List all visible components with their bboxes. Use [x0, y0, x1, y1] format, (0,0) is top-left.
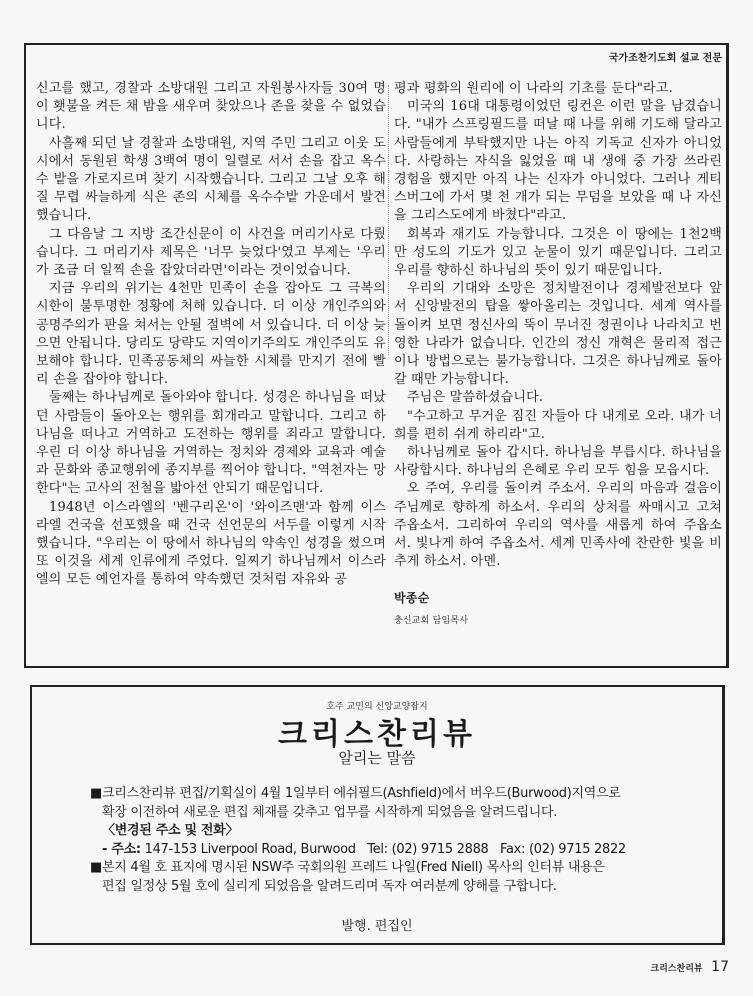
left-column: [36, 80, 386, 590]
square-bullet-icon: ■: [90, 860, 102, 875]
contact-line: [90, 841, 710, 860]
paragraph: 지금 우리의 위기는 4천만 민족이 손을 잡아도 그 극복의 시한이 불투명한 정황에 처해 있습니다. 더 이상 개인주의와 공명주의가 판을 쳐서는 안될 절벽에 서 있습니다. 더 이상 늦으면 안됩니다. 당리도 당략도 지역이기주의도 개인주의도 유보해야 합니다. 민족공동체의 싸늘한 시체를 만지기 전에 빨리 손을 잡아야 합니다.: [36, 281, 386, 388]
fax-label: Fax:: [500, 841, 526, 857]
author-name: 박종순: [394, 591, 430, 606]
paragraph: 신고를 했고, 경찰과 소방대원 그리고 자원봉사자들 30여 명이 횃불을 켜든 채 밤을 새우며 찾았으나 존을 찾을 수 없었습니다.: [36, 81, 386, 133]
notice-title: 알리는 말씀: [338, 749, 416, 767]
paragraph: 하나님께로 돌아 갑시다. 하나님을 부릅시다. 하나님을 사랑합시다. 하나님의 은혜로 우리 모두 힘을 모읍시다.: [394, 445, 722, 479]
author-title: 충신교회 담임목사: [394, 615, 469, 626]
sermon-article-box: [24, 43, 729, 668]
page-number: 17: [711, 959, 729, 975]
paragraph: 회복과 재기도 가능합니다. 그것은 이 땅에는 1천2백만 성도의 기도가 있고 눈물이 있기 때문입니다. 그리고 우리를 향하신 하나님의 뜻이 있기 때문입니다.: [394, 226, 722, 279]
tel-label: Tel:: [367, 841, 388, 857]
square-bullet-icon: ■: [90, 786, 102, 801]
paragraph: 둘째는 하나님께로 돌아와야 합니다. 성경은 하나님을 떠났던 사람들이 돌아오는 행위를 회개라고 말합니다. 그리고 하나님을 떠나고 거역하고 도전하는 행위를 죄라고 말합니다. 우린 더 이상 하나님을 거역하는 정치와 경제와 교육과 예술과 문화와 종교행위에 종지부를 찍어야 합니다. "역천자는 망한다"는 고사의 전철을 밟아선 안되기 때문입니다.: [36, 390, 386, 497]
section-label: 국가조찬기도회 설교 전문: [608, 53, 722, 64]
right-column: [394, 80, 722, 630]
notice-text: 본지 4월 호 표지에 명시된 NSW주 국회의원 프레드 나일(Fred Niell) 목사의 인터뷰 내용은: [102, 860, 605, 875]
paragraph: "수고하고 무거운 짐진 자들아 다 내게로 오라. 내가 너희를 편히 쉬게 하리라"고.: [394, 408, 722, 442]
address-label: - 주소:: [102, 841, 141, 857]
notice-text: 편집 일정상 5월 호에 실리게 되었음을 알려드리며 독자 여러분께 양해를 구합니다.: [102, 878, 557, 894]
paragraph: 1948년 이스라엘의 '벤구리온'이 '와이즈맨'과 함께 이스라엘 건국을 선포했을 때 건국 선언문의 서두를 이렇게 시작했습니다. "우리는 이 땅에서 하나님의 약속인 성경을 썼으며 또 이것을 세계 인류에게 주었다. 일찌기 하나님께서 이스라엘의 모든 예언자를 통하여 약속했던 것처럼 자유와 공: [36, 499, 386, 588]
paragraph: 그 다음날 그 지방 조간신문이 이 사건을 머리기사로 다뤘습니다. 그 머리기사 제목은 '너무 늦었다'였고 부제는 '우리가 조금 더 일찍 손을 잡았더라면'이라는 것이었습니다.: [36, 226, 386, 279]
notice-item-relocation: [90, 785, 710, 804]
footer-brand: 크리스찬리뷰: [650, 964, 703, 974]
page-footer: [650, 956, 729, 975]
notice-signature: 발행. 편집인: [341, 919, 413, 934]
tel-value: (02) 9715 2888: [391, 841, 489, 857]
paragraph: 오 주여, 우리를 돌이켜 주소서. 우리의 마음과 걸음이 주님께로 향하게 하소서. 우리의 상처를 싸매시고 고쳐 주옵소서. 그리하여 우리의 역사를 새롭게 하여 주옵소서. 빛나게 하여 주옵소서. 세계 민족사에 찬란한 빛을 비추게 하소서. 아멘.: [394, 481, 722, 570]
notice-box: [30, 685, 725, 945]
paragraph: 미국의 16대 대통령이었던 링컨은 이런 말을 남겼습니다. "내가 스프링필드를 떠날 때 나를 위해 기도해 달라고 사람들에게 부탁했지만 나는 아직 기독교 신자가 아니었다. 사랑하는 자식을 잃었을 때 내 생애 중 가장 쓰라린 경험을 했지만 아직 나는 신자가 아니었다. 그러나 게티스버그에 가서 몇 천 개가 되는 무덤을 보았을 때 나 자신을 그리스도에게 바쳤다"라고.: [394, 99, 722, 224]
notice-body: [90, 785, 710, 896]
column-divider: [388, 85, 389, 355]
paragraph: 평과 평화의 원리에 이 나라의 기초를 둔다"라고.: [394, 81, 673, 96]
notice-item-interview: [90, 859, 710, 878]
paragraph: 우리의 기대와 소망은 정치발전이나 경제발전보다 앞서 신앙발전의 탑을 쌓아올리는 것입니다. 세계 역사를 돌이켜 보면 정신사의 뚝이 무너진 정권이나 나라치고 번영한 나라가 없습니다. 인간의 정신 개혁은 물리적 접근이나 방법으로는 불가능합니다. 그것은 하나님께로 돌아갈 때만 가능합니다.: [394, 281, 722, 388]
fax-value: (02) 9715 2822: [528, 841, 626, 857]
notice-kicker: 호주 교민의 신앙교양잡지: [326, 702, 428, 712]
address-value: 147-153 Liverpool Road, Burwood: [144, 841, 356, 857]
magazine-logo: 크리스찬리뷰: [278, 717, 476, 752]
changed-address-heading: 〈변경된 주소 및 전화〉: [102, 823, 239, 838]
paragraph: 주님은 말씀하셨습니다.: [407, 390, 544, 406]
paragraph: 사흘째 되던 날 경찰과 소방대원, 지역 주민 그리고 이웃 도시에서 동원된 학생 3백여 명이 일렬로 서서 손을 잡고 옥수수 밭을 가로지르며 찾기 시작했습니다. 그리고 그날 오후 해질 무렵 싸늘하게 식은 존의 시체를 옥수수밭 가운데서 발견했습니다.: [36, 135, 386, 224]
notice-text: 크리스찬리뷰 편집/기획실이 4월 1일부터 에쉬필드(Ashfield)에서 버우드(Burwood)지역으로: [102, 786, 621, 801]
author-signature: [394, 589, 722, 629]
notice-text: 확장 이전하여 새로운 편집 체재를 갖추고 업무를 시작하게 되었음을 알려드립니다.: [102, 804, 558, 820]
